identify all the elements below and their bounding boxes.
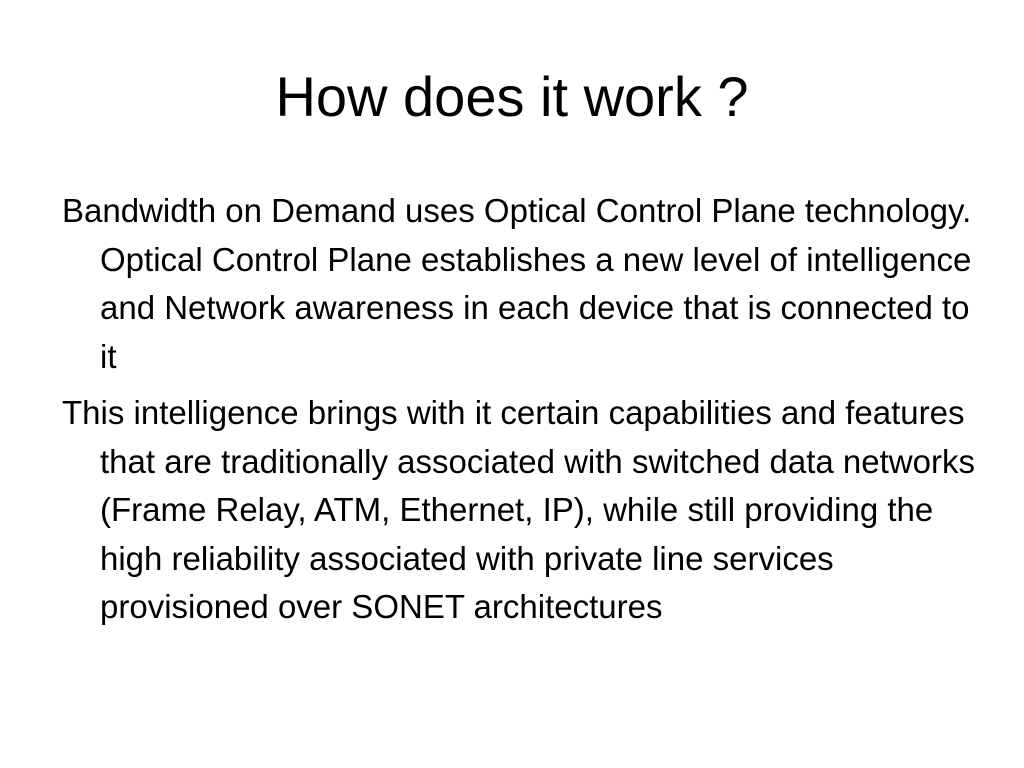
slide-body <box>62 187 982 632</box>
paragraph-2: This intelligence brings with it certain capabilities and features that are traditionally associated with switched data networks (Frame Relay, ATM, Ethernet, IP), while still providing the high reliability associated with private line services provisioned over SONET architectures <box>62 394 975 625</box>
paragraph-1: Bandwidth on Demand uses Optical Control Plane technology. Optical Control Plane establishes a new level of intelligence and Network awareness in each device that is connected to it <box>62 192 972 375</box>
slide-title: How does it work ? <box>275 65 749 128</box>
